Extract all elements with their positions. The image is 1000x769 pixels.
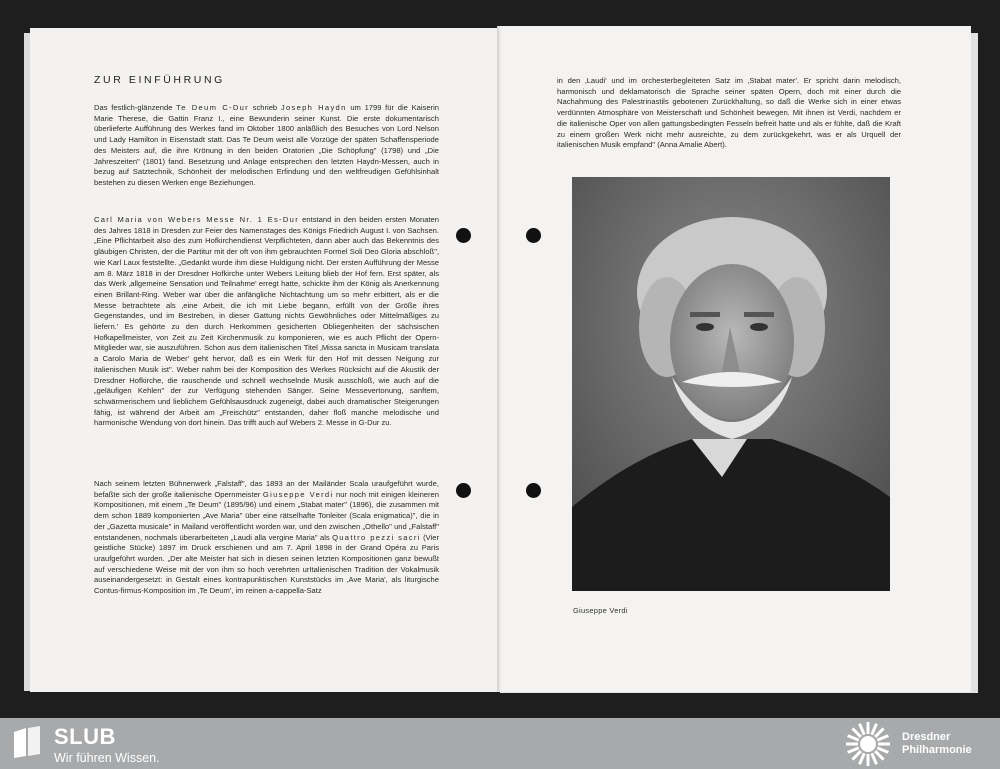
paragraph-haydn xyxy=(94,103,439,189)
philharmonie-name-line1: Dresdner xyxy=(902,731,951,743)
slub-name: SLUB xyxy=(54,724,116,749)
paragraph-text xyxy=(94,103,439,189)
text-run: Das festlich-glänzende xyxy=(94,103,177,112)
verdi-portrait xyxy=(572,177,890,591)
emphasized-title: Giuseppe Verdi xyxy=(262,489,334,499)
emphasized-title: Carl Maria von Webers Messe Nr. 1 Es-Dur xyxy=(94,215,300,224)
philharmonie-name xyxy=(902,731,972,757)
paragraph-text xyxy=(94,479,439,597)
emphasized-title: Te Deum C-Dur xyxy=(176,103,249,112)
emphasized-title: Quattro pezzi sacri xyxy=(332,532,421,542)
punch-hole-bottom-left xyxy=(456,483,471,498)
philharmonie-sunburst-icon xyxy=(842,720,894,768)
portrait-illustration xyxy=(572,177,890,591)
slub-book-icon xyxy=(12,724,42,760)
section-heading: ZUR EINFÜHRUNG xyxy=(94,74,225,86)
photo-caption: Giuseppe Verdi xyxy=(573,606,628,615)
paragraph-text xyxy=(94,215,439,429)
slub-tagline: Wir führen Wissen. xyxy=(54,751,160,765)
punch-hole-bottom-right xyxy=(526,483,541,498)
text-run: entstand in den beiden ersten Monaten des Jahres 1818 in Dresden zur Feier des Namenstages des Königs Friedrich August I. von Sachsen. „Eine Pflichtarbeit also des zum Hofkirchendienst Verpflichteten, dann aber auch das Bekenntnis des gläubigen Christen, der die Partitur mit der oft von ihm gebrauchten Formel Soli Deo Gloria abschloß", wie Karl Laux feststellte. „Gedankt wurde ihm diese Huldigung nicht. Der ersten Aufführung der Messe am 8. März 1818 in der Dresdner Hofkirche unter Webers Leitung blieb der Hof fern. Erst später, als das Werk ‚allgemeine Sensation und Teilnahme' erregt hatte, schickte ihm der König als Anerkennung einen Brillant-Ring. Weber war über die anfängliche Nichtachtung um so mehr erbittert, als er die Messe betrachtete als ‚eine Arbeit, die ich mit Liebe begann, erfüllt von der Größe ihres Gegenstandes, und im Bestreben, in dieser Gattung nichts Gewöhnliches oder Mittelmäßiges zu liefern.' Es gehörte zu den durch Herkommen gesicherten Obliegenheiten der sächsischen Hofkapellmeister, von Zeit zu Zeit Kirchenmusik zu komponieren, wie es auch Pflicht der Opern-Mitglieder war, sie auszuführen. Schon aus dem italienischen Titel ‚Missa sancta in Musicam translata a Carolo Maria de Weber' geht hervor, daß es ein Werk für den Hof mit dessen Neigung zur italienischen Musik ist". Weber nahm bei der Komposition des Werkes Rücksicht auf die Akustik der Dresdner Hofkirche, die rauschende und schnell wechselnde Musik ausschloß, wie auch auf die „geläufigen Kehlen" der zur Verfügung stehenden Sänger. Seine Messevertonung, sanftem, schwärmerischem und lieblichem Gefühlsausdruck zugeneigt, dabei auch dramatischer Steigerungen fähig, ist während der Arbeit am „Freischütz" entstanden, daher floß manche melodische und harmonische Wendung von dort hinein. Das trifft auch auf Webers 2. Messe in G-Dur zu. xyxy=(94,215,439,428)
text-run: nur noch mit einigen kleineren Kompositionen, mit einem „Te Deum" (1895/96) und einem „Stabat mater" (1896), die zusammen mit dem schon 1889 komponierten „Ave Maria" über eine rätselhafte Tonleiter (Scala enigmatica)", die in der „Gazetta musicale" in Mailand veröffentlicht worden war, und den zwischen „Othello" und „Falstaff" entstandenen, nochmals überarbeiteten „Laudi alla vergine Maria" als xyxy=(94,489,440,542)
punch-hole-top-left xyxy=(456,228,471,243)
text-run: um 1799 für die Kaiserin Marie Therese, die Gattin Franz I., eine Bewunderin seiner Kunst. Die erste dokumentarisch überlieferte Aufführung des Werkes fand im Oktober 1800 anläßlich des Besuches von Lord Nelson und Lady Hamilton in Eisenstadt statt. Das Te Deum weist alle Vorzüge der späten Schaffensperiode des Meisters auf, die ihre Krönung in den beiden Oratorien „Die Schöpfung" (1798) und „Die Jahreszeiten" (1801) fand. Besetzung und Anlage entsprechen den letzten Haydn-Messen, auch in bezug auf Satztechnik, Schönheit der melodischen Erfindung und den weltfreudigen Gefühlsinhalt bestehen zu diesen Werken enge Beziehungen. xyxy=(94,103,439,187)
philharmonie-name-line2: Philharmonie xyxy=(902,744,972,756)
paragraph-verdi xyxy=(94,479,439,597)
emphasized-title: Joseph Haydn xyxy=(280,103,347,112)
page-fold xyxy=(497,26,503,692)
paragraph-verdi-continued: in den ‚Laudi' und im orchesterbegleiteten Satz im ‚Stabat mater'. Er spricht darin melodisch, harmonisch und deklamatorisch die Sprache seiner späten Opern, doch mit einer durch die Nachahmung des Palestrinastils gebotenen Zurückhaltung, so daß die Werke sich in einer etwas verdünnten Atmosphäre von Meisterschaft und Schönheit bewegen. Mit ihnen ist Verdi, nachdem er die italienische Oper von allen gattungsbedingten Fesseln befreit hatte und als er fühlte, daß die Kraft zu einem großen Werk nicht mehr ausreichte, zu dem zurückgekehrt, was er als Urquell der italienischen Musik empfand" (Anna Amalie Abert). xyxy=(557,76,901,150)
footer-bar xyxy=(0,718,1000,769)
text-run: schrieb xyxy=(248,103,281,112)
punch-hole-top-right xyxy=(526,228,541,243)
text-run: Nach seinem letzten Bühnenwerk „Falstaff", das 1893 an der Mailänder Scala uraufgeführt wurde, befaßte sich der große italienische Opernmeister xyxy=(94,479,439,499)
text-run: (Vier geistliche Stücke) 1897 im Druck erschienen und am 7. April 1898 in der Grand Opéra zu Paris uraufgeführt wurden. „Der alte Meister hat sich in diesen seinen letzten Kompositionen ganz bewußt auf verschiedene Weise mit der von ihm so hoch verehrten urItalienischen Tradition der Vokalmusik auseinandergesetzt: in Gestalt eines kontrapunktischen Kunststücks im ‚Ave Maria', als liturgische Contus-firmus-Komposition im ‚Te Deum', im reinen a-cappella-Satz xyxy=(94,532,439,596)
paragraph-weber xyxy=(94,215,439,429)
